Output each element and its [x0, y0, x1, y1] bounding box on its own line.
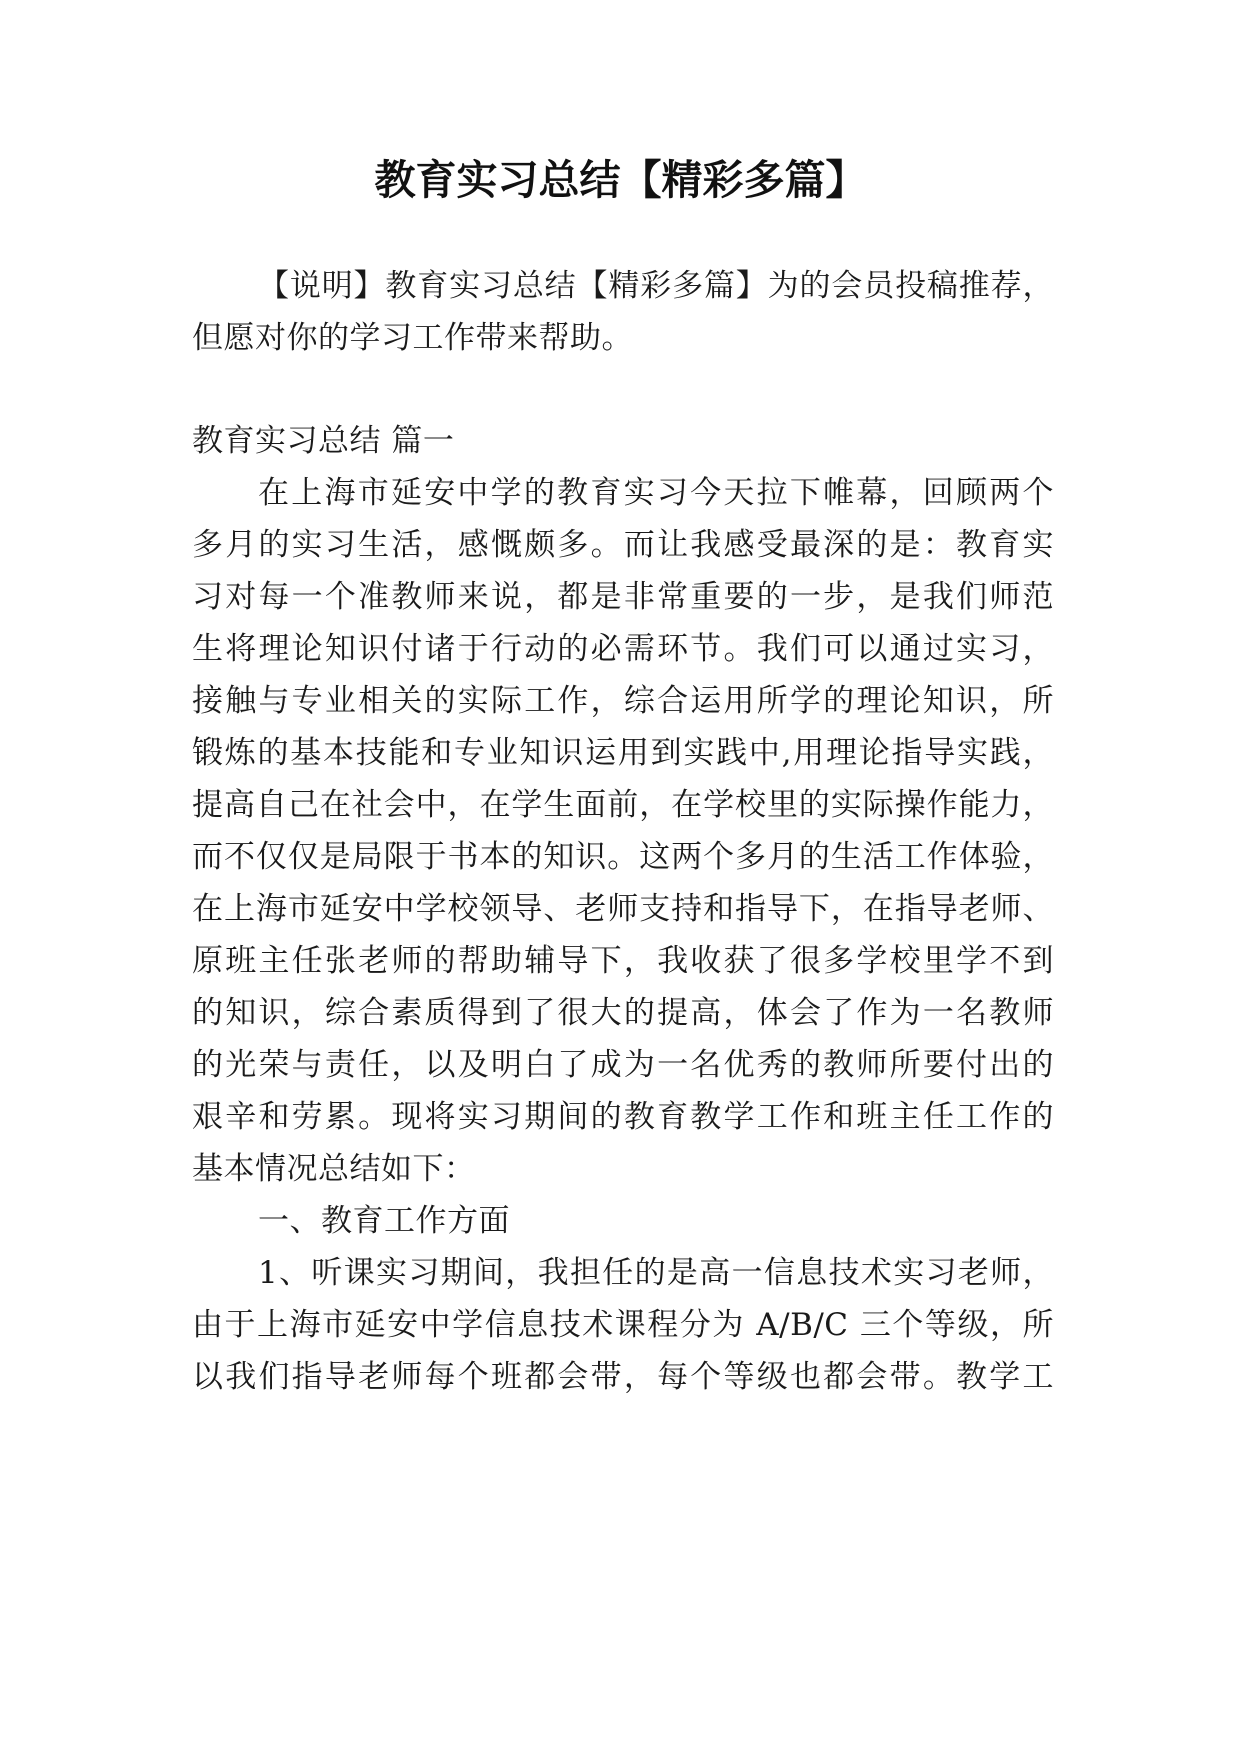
- body-line-9: 在上海市延安中学校领导、老师支持和指导下，在指导老师、: [192, 891, 1054, 927]
- intro-line-2: 但愿对你的学习工作带来帮助。: [192, 320, 633, 356]
- item-line-1: 1、听课实习期间，我担任的是高一信息技术实习老师，: [258, 1255, 1054, 1291]
- body-line-5: 接触与专业相关的实际工作，综合运用所学的理论知识，所: [192, 683, 1054, 719]
- body-line-12: 的光荣与责任，以及明白了成为一名优秀的教师所要付出的: [192, 1047, 1054, 1083]
- document-title: 教育实习总结【精彩多篇】: [374, 156, 867, 204]
- body-line-13: 艰辛和劳累。现将实习期间的教育教学工作和班主任工作的: [192, 1099, 1054, 1135]
- item-line-3: 以我们指导老师每个班都会带，每个等级也都会带。教学工: [192, 1359, 1054, 1395]
- body-line-1: 在上海市延安中学的教育实习今天拉下帷幕，回顾两个: [258, 475, 1054, 511]
- body-line-6: 锻炼的基本技能和专业知识运用到实践中,用理论指导实践，: [192, 735, 1054, 771]
- body-line-14: 基本情况总结如下：: [192, 1151, 476, 1187]
- intro-line-1: 【说明】教育实习总结【精彩多篇】为的会员投稿推荐，: [258, 268, 1054, 304]
- body-line-8: 而不仅仅是局限于书本的知识。这两个多月的生活工作体验，: [192, 839, 1054, 875]
- body-line-10: 原班主任张老师的帮助辅导下，我收获了很多学校里学不到: [192, 943, 1054, 979]
- item-line-2: 由于上海市延安中学信息技术课程分为 A/B/C 三个等级，所: [192, 1307, 1054, 1343]
- body-line-3: 习对每一个准教师来说，都是非常重要的一步，是我们师范: [192, 579, 1054, 615]
- body-line-4: 生将理论知识付诸于行动的必需环节。我们可以通过实习，: [192, 631, 1054, 667]
- body-line-11: 的知识，综合素质得到了很大的提高，体会了作为一名教师: [192, 995, 1054, 1031]
- body-line-7: 提高自己在社会中，在学生面前，在学校里的实际操作能力，: [192, 787, 1054, 823]
- body-line-2: 多月的实习生活，感慨颇多。而让我感受最深的是：教育实: [192, 527, 1054, 563]
- section-heading: 教育实习总结 篇一: [192, 423, 455, 459]
- subheading: 一、教育工作方面: [258, 1203, 510, 1239]
